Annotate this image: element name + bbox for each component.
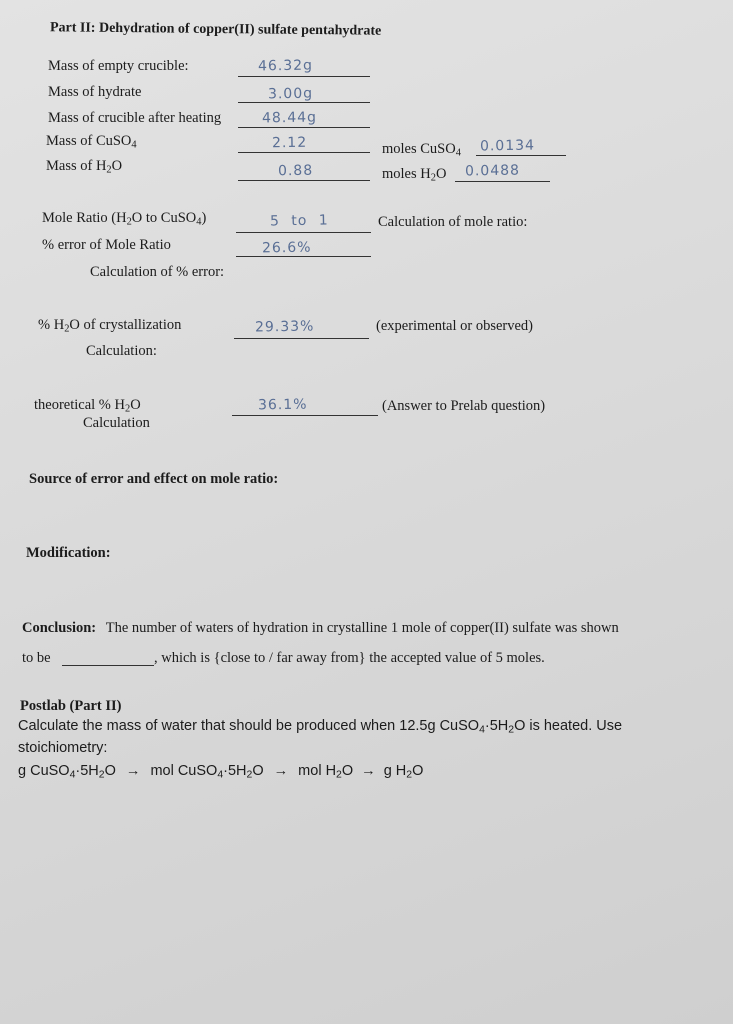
chain-step-3: mol $H_2O$ [298,763,354,781]
modification-heading: Modification: [26,545,111,561]
theoretical-value[interactable]: 36.1% [257,396,308,414]
mass-empty-crucible-value[interactable]: 46.32g [257,57,314,75]
arrow-right-icon: → [361,763,376,779]
chain-step-2: mol $CuSO_4\cdot 5H_2O$ [150,763,264,781]
percent-error-value[interactable]: 26.6% [261,239,312,257]
conclusion-line2-rest: , which is {close to / far away from} the accepted value of 5 moles. [154,650,545,666]
mass-hydrate-value[interactable]: 3.00g [267,85,314,103]
moles-cuso4-label: moles CuSO$_4$ [382,141,461,159]
percent-error-calc-label: Calculation of % error: [90,264,225,280]
conclusion-heading: Conclusion: [22,620,97,636]
crystallization-calc-label: Calculation: [86,343,157,359]
mole-ratio-calc-label: Calculation of mole ratio: [378,214,528,230]
stoichiometry-chain [18,763,423,779]
mole-ratio-value[interactable]: 5 to 1 [269,212,329,230]
postlab-line2: stoichiometry: [18,740,108,756]
crystallization-label: % $H_2O$ of crystallization [38,317,182,335]
moles-h2o-value[interactable]: 0.0488 [464,162,521,180]
theoretical-label: theoretical % $H_2O$ [34,397,141,415]
conclusion-line2: to be [22,650,51,666]
conclusion-blank[interactable] [62,665,154,666]
crystallization-note: (experimental or observed) [376,318,534,334]
mass-cuso4-line [238,152,370,153]
postlab-line1: Calculate the mass of water that should be produced when 12.5g $CuSO_4\cdot 5H_2O$ is heated. Use [18,718,623,736]
theoretical-note: (Answer to Prelab question) [382,398,546,414]
mole-ratio-label: Mole Ratio ($H_2O$ to CuSO$_4$) [42,210,207,228]
mass-hydrate-label: Mass of hydrate [48,84,142,100]
page-title: Part II: Dehydration of copper(II) sulfate pentahydrate [49,20,382,39]
moles-h2o-line [455,181,550,182]
percent-error-line [236,256,371,257]
moles-cuso4-value[interactable]: 0.0134 [479,137,536,155]
mass-after-heating-value[interactable]: 48.44g [261,109,318,127]
arrow-right-icon: → [125,763,141,779]
moles-cuso4-line [476,155,566,156]
chain-step-1: g $CuSO_4\cdot 5H_2O$ [18,763,116,781]
moles-h2o-label: moles $H_2O$ [382,166,447,184]
crystallization-line [234,338,369,339]
conclusion-line1: Conclusion: The number of waters of hydration in crystalline 1 mole of copper(II) sulfate was shown [22,620,619,636]
mass-empty-crucible-line [238,76,370,77]
mass-after-heating-label: Mass of crucible after heating [48,110,222,126]
mass-h2o-value[interactable]: 0.88 [277,162,314,180]
chain-step-4: g $H_2O$ [383,763,424,781]
percent-error-label: % error of Mole Ratio [42,237,171,253]
theoretical-line [232,415,378,416]
crystallization-value[interactable]: 29.33% [254,318,315,336]
mass-hydrate-line [238,102,370,103]
mass-cuso4-label: Mass of CuSO$_4$ [46,133,137,151]
postlab-heading: Postlab (Part II) [20,698,122,714]
mass-h2o-line [238,180,370,181]
mass-cuso4-value[interactable]: 2.12 [271,134,308,152]
mass-after-heating-line [238,127,370,128]
mole-ratio-line [236,232,371,233]
theoretical-calc-label: Calculation [83,415,150,431]
arrow-right-icon: → [273,763,289,779]
mass-empty-crucible-label: Mass of empty crucible: [48,58,189,74]
mass-h2o-label: Mass of $H_2O$ [46,158,123,176]
source-error-heading: Source of error and effect on mole ratio: [29,471,279,487]
